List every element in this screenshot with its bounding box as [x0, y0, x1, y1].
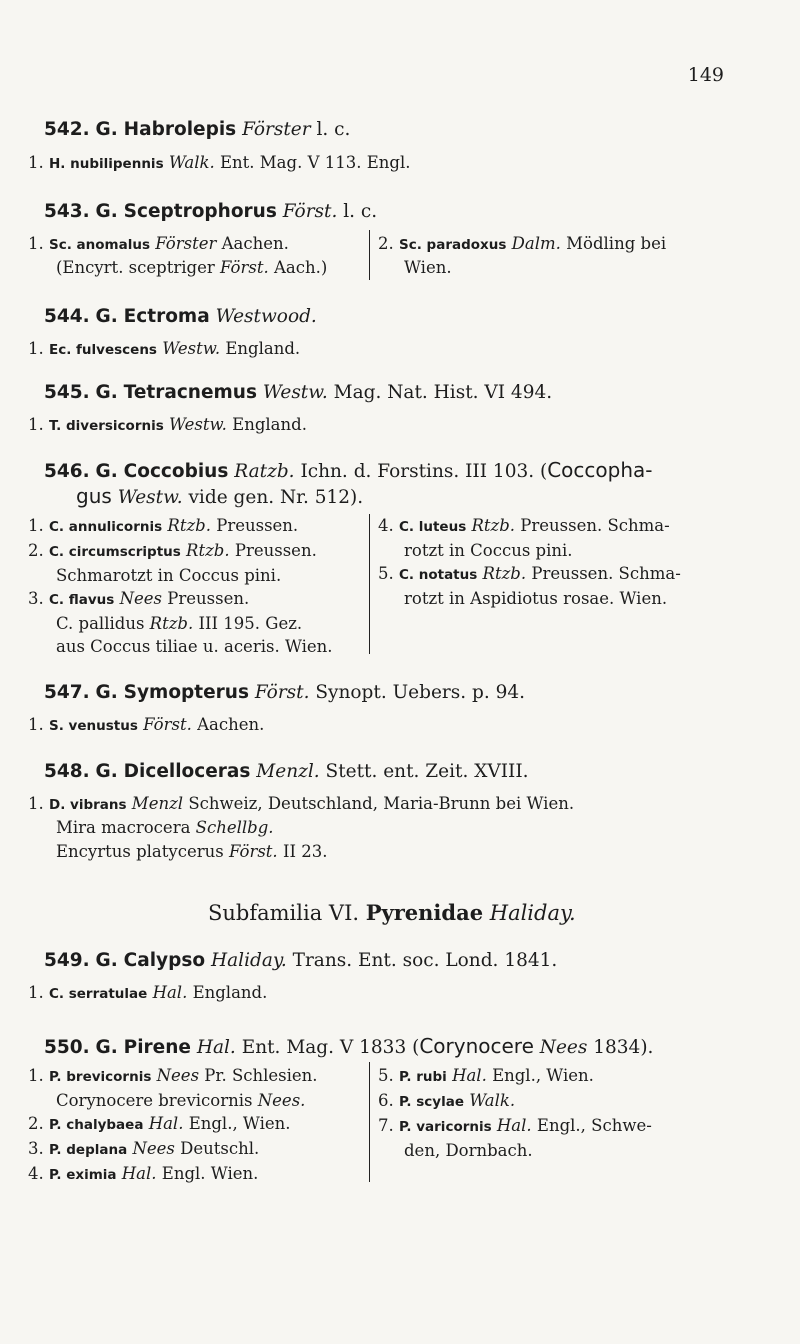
genus-heading-543: 543. G. Sceptrophorus Först. l. c.	[44, 201, 378, 222]
genus-heading-545: 545. G. Tetracnemus Westw. Mag. Nat. Hist. VI 494.	[44, 382, 553, 403]
synonym-line: Mira macrocera Schellbg.	[56, 818, 274, 837]
species-line: 2. P. chalybaea Hal. Engl., Wien.	[28, 1114, 291, 1133]
host-line: rotzt in Aspidiotus rosae. Wien.	[404, 589, 668, 608]
subfamily-heading: Subfamilia VI. Pyrenidae Haliday.	[208, 900, 576, 925]
species-list-left	[28, 1064, 318, 1187]
species-line: 2. C. circumscriptus Rtzb. Preussen.	[28, 541, 317, 560]
genus-heading-548: 548. G. Dicelloceras Menzl. Stett. ent. Zeit. XVIII.	[44, 761, 529, 782]
genus-heading-549: 549. G. Calypso Haliday. Trans. Ent. soc. Lond. 1841.	[44, 950, 558, 971]
species-list-right	[378, 514, 681, 610]
genus-heading-547: 547. G. Symopterus Först. Synopt. Uebers. p. 94.	[44, 682, 526, 703]
synonym-line: Encyrtus platycerus Först. II 23.	[56, 842, 328, 861]
species-line: 1. C. annulicornis Rtzb. Preussen.	[28, 516, 299, 535]
species-line: 1. C. serratulae Hal. England.	[28, 983, 268, 1002]
species-line: 4. C. luteus Rtzb. Preussen. Schma-	[378, 516, 670, 535]
species-line: 5. P. rubi Hal. Engl., Wien.	[378, 1066, 594, 1085]
species-list-left	[28, 514, 333, 658]
species-list-right	[378, 1064, 652, 1162]
species-line: 1. P. brevicornis Nees Pr. Schlesien.	[28, 1066, 318, 1085]
species-line: 3. P. deplana Nees Deutschl.	[28, 1139, 260, 1158]
column-divider	[369, 230, 370, 280]
host-line: Schmarotzt in Coccus pini.	[56, 566, 282, 585]
species-line: 3. C. flavus Nees Preussen.	[28, 589, 250, 608]
species-line: 1. Sc. anomalus Förster Aachen.	[28, 234, 289, 253]
species-line: 2. Sc. paradoxus Dalm. Mödling bei	[378, 234, 667, 253]
column-divider	[369, 1062, 370, 1182]
species-line: 7. P. varicornis Hal. Engl., Schwe-	[378, 1116, 652, 1135]
genus-heading-546: 546. G. Coccobius Ratzb. Ichn. d. Forstins. III 103. (Coccopha-	[44, 458, 653, 482]
host-line: rotzt in Coccus pini.	[404, 541, 573, 560]
species-line: 1. Ec. fulvescens Westw. England.	[28, 339, 301, 358]
synonym-line: C. pallidus Rtzb. III 195. Gez.	[56, 614, 303, 633]
species-line: 4. P. eximia Hal. Engl. Wien.	[28, 1164, 259, 1183]
genus-heading-544: 544. G. Ectroma Westwood.	[44, 306, 317, 327]
species-line: 6. P. scylae Walk.	[378, 1091, 516, 1110]
column-divider	[369, 514, 370, 654]
genus-heading-550: 550. G. Pirene Hal. Ent. Mag. V 1833 (Corynocere Nees 1834).	[44, 1034, 654, 1058]
host-line: aus Coccus tiliae u. aceris. Wien.	[56, 637, 333, 656]
locality-line: Wien.	[404, 258, 452, 277]
locality-line: den, Dornbach.	[404, 1141, 533, 1160]
synonym-line: Corynocere brevicornis Nees.	[56, 1091, 306, 1110]
genus-heading-542: 542. G. Habrolepis Förster l. c.	[44, 119, 351, 140]
synonym-line: (Encyrt. sceptriger Först. Aach.)	[56, 258, 328, 277]
species-line: 5. C. notatus Rtzb. Preussen. Schma-	[378, 564, 681, 583]
species-line: 1. H. nubilipennis Walk. Ent. Mag. V 113. Engl.	[28, 153, 411, 172]
species-line: 1. T. diversicornis Westw. England.	[28, 415, 307, 434]
species-line: 1. S. venustus Först. Aachen.	[28, 715, 265, 734]
species-line: 1. D. vibrans Menzl Schweiz, Deutschland, Maria-Brunn bei Wien.	[28, 794, 575, 813]
genus-heading-546-cont: gus Westw. vide gen. Nr. 512).	[76, 484, 364, 508]
page-number: 149	[687, 64, 724, 86]
